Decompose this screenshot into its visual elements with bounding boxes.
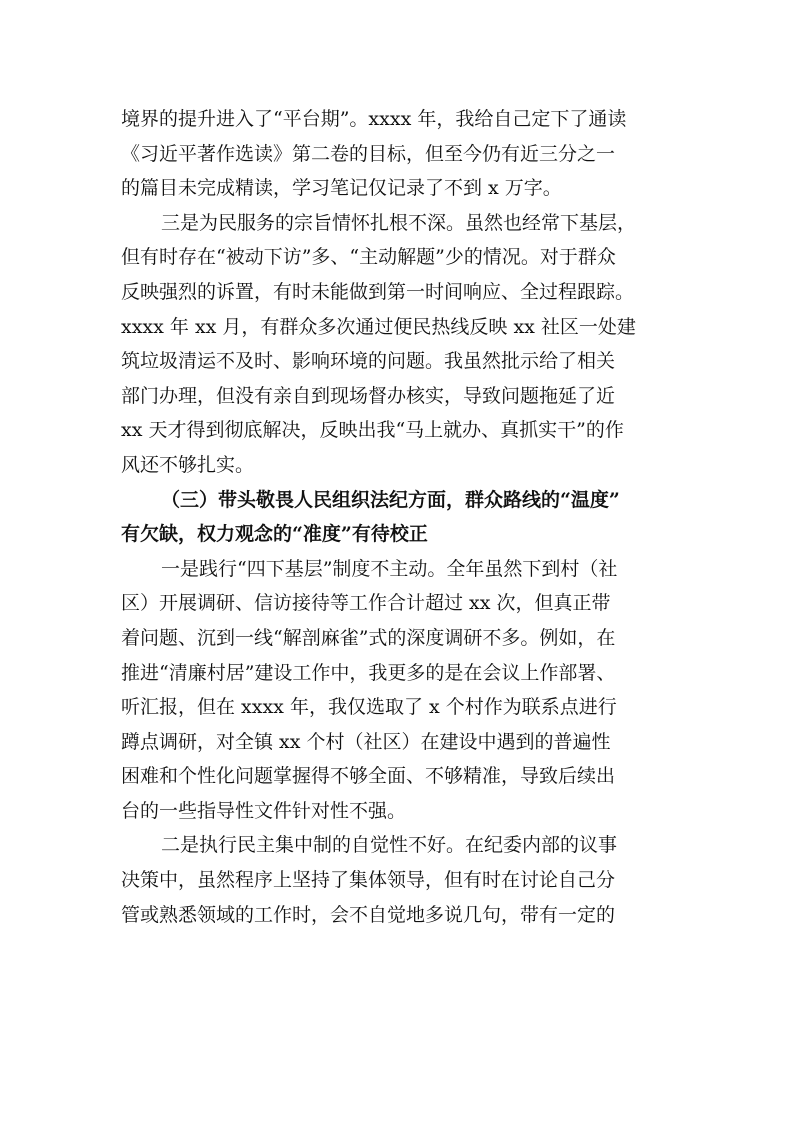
heading-line: （三）带头敬畏人民组织法纪方面，群众路线的“温度” <box>161 488 620 511</box>
paragraph-5 <box>121 828 681 932</box>
text-line: 《习近平著作选读》第二卷的目标，但至今仍有近三分之一 <box>121 142 616 165</box>
heading-line: 有欠缺，权力观念的“准度”有待校正 <box>121 523 428 546</box>
text-line: 管或熟悉领域的工作时，会不自觉地多说几句，带有一定的 <box>121 903 616 926</box>
text-line: 筑垃圾清运不及时、影响环境的问题。我虽然批示给了相关 <box>121 350 616 373</box>
text-line: 反映强烈的诉置，有时未能做到第一时间响应、全过程跟踪。 <box>121 280 635 303</box>
text-line: 听汇报，但在 xxxx 年，我仅选取了 x 个村作为联系点进行 <box>121 696 617 719</box>
text-line: 境界的提升进入了“平台期”。xxxx 年，我给自己定下了通读 <box>121 108 627 130</box>
text-line: 三是为民服务的宗旨情怀扎根不深。虽然也经常下基层， <box>161 211 637 234</box>
text-line: 但有时存在“被动下访”多、“主动解题”少的情况。对于群众 <box>121 246 616 269</box>
document-body <box>121 102 681 932</box>
text-line: 困难和个性化问题掌握得不够全面、不够精准，导致后续出 <box>121 765 616 788</box>
text-line: 蹲点调研，对全镇 xx 个村（社区）在建设中遇到的普遍性 <box>121 730 611 753</box>
text-line: 台的一些指导性文件针对性不强。 <box>121 799 407 822</box>
paragraph-1 <box>121 102 681 206</box>
text-line: 一是践行“四下基层”制度不主动。全年虽然下到村（社 <box>161 557 618 580</box>
text-line: xxxx 年 xx 月，有群众多次通过便民热线反映 xx 社区一处建 <box>121 315 636 338</box>
text-line: 二是执行民主集中制的自觉性不好。在纪委内部的议事 <box>161 834 618 857</box>
paragraph-4 <box>121 552 681 829</box>
text-line: 的篇目未完成精读，学习笔记仅记录了不到 x 万字。 <box>121 177 562 200</box>
paragraph-2 <box>121 206 681 483</box>
text-line: 着问题、沉到一线“解剖麻雀”式的深度调研不多。例如，在 <box>121 626 616 649</box>
text-line: 区）开展调研、信访接待等工作合计超过 xx 次，但真正带 <box>121 592 611 615</box>
text-line: 推进“清廉村居”建设工作中，我更多的是在会议上作部署、 <box>121 661 616 684</box>
text-line: xx 天才得到彻底解决，反映出我“马上就办、真抓实干”的作 <box>121 419 624 442</box>
text-line: 风还不够扎实。 <box>121 453 255 476</box>
section-heading <box>121 483 681 552</box>
text-line: 决策中，虽然程序上坚持了集体领导，但有时在讨论自己分 <box>121 869 616 892</box>
text-line: 部门办理，但没有亲自到现场督办核实，导致问题拖延了近 <box>121 384 616 407</box>
